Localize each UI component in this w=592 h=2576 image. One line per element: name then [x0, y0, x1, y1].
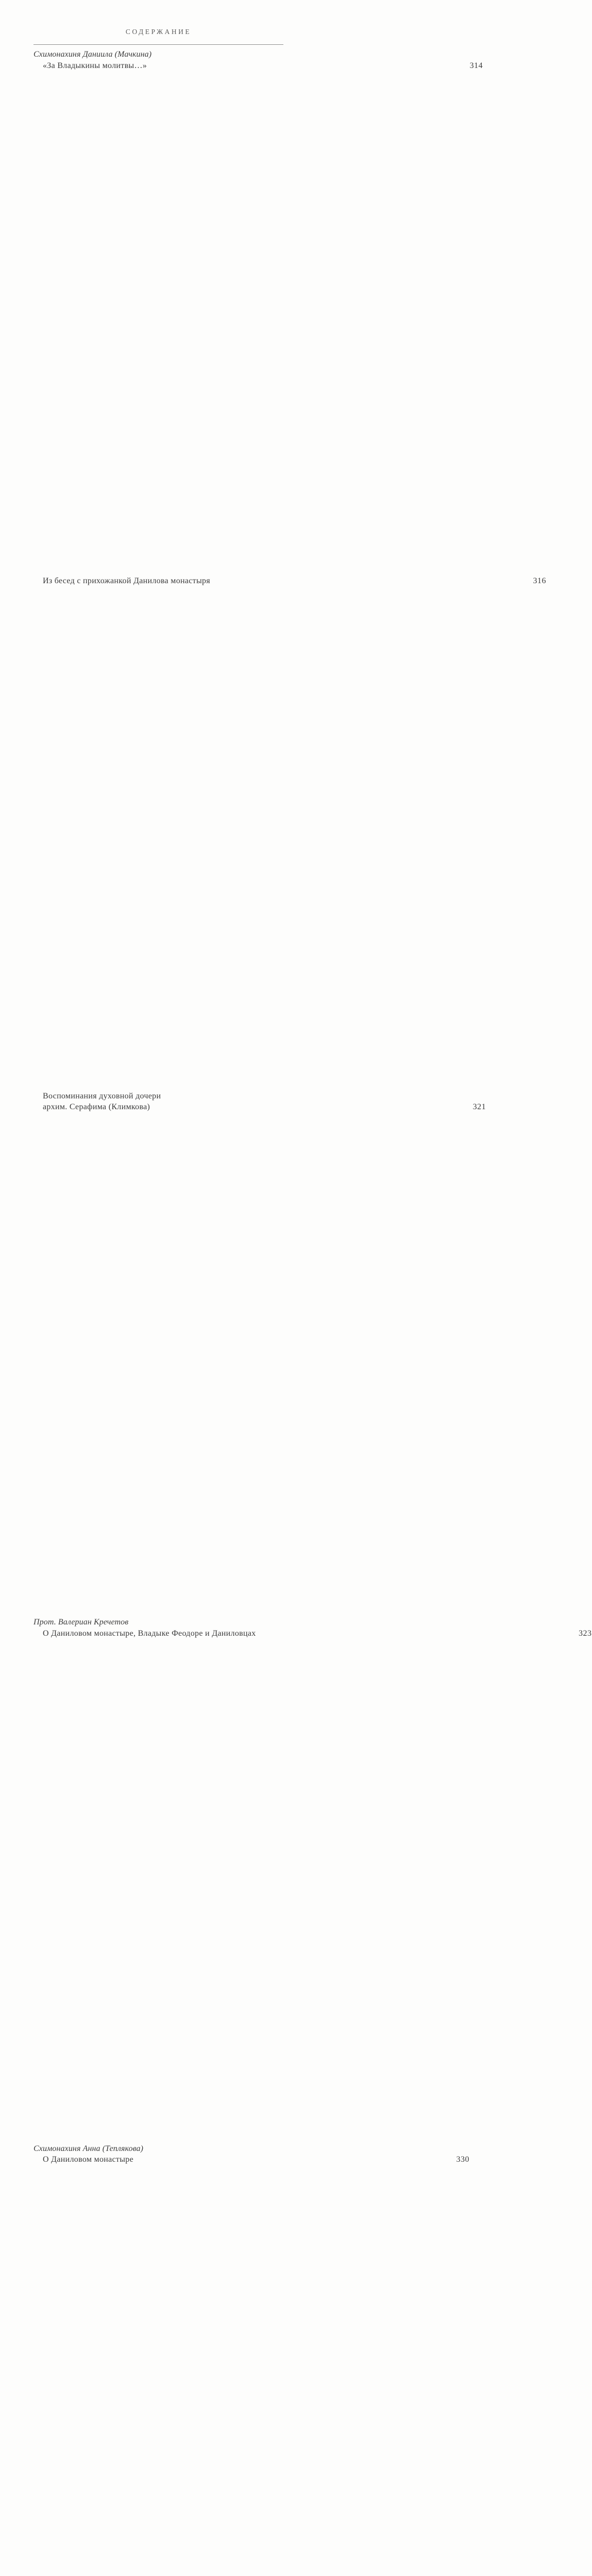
toc-entry-page: 330: [456, 2155, 469, 2164]
toc-author-row: [33, 1617, 283, 1628]
toc-entry-title: О Даниловом монастыре, Владыке Феодоре и Даниловцах: [43, 1629, 256, 1638]
toc-entry-row: [33, 575, 546, 1091]
toc-author-name: Прот. Валериан Кречетов: [33, 1618, 129, 1626]
toc-author-name: Схимонахиня Анна (Теплякова): [33, 2144, 144, 2153]
toc-entry-row: [33, 2154, 469, 2576]
toc-entry-title: «За Владыкины молитвы…»: [43, 61, 147, 70]
toc-entry-title: О Даниловом монастыре: [43, 2155, 133, 2164]
page-title: СОДЕРЖАНИЕ: [125, 28, 192, 36]
toc-entry-page: 316: [533, 576, 546, 585]
toc-entry-row: [33, 1101, 486, 1617]
header-divider: [33, 44, 283, 45]
toc-entry-page: 314: [469, 61, 483, 70]
toc-author-row: [33, 49, 283, 60]
toc-entry-row: [33, 1628, 592, 2143]
toc-entry-page: 323: [579, 1629, 592, 1638]
toc-author-name: Схимонахиня Даниила (Мачкина): [33, 50, 152, 59]
toc-entry-title: архим. Серафима (Климкова): [43, 1103, 150, 1111]
toc-content: [33, 0, 592, 2576]
toc-entry-row: [33, 60, 483, 575]
toc-entry-row: [33, 1091, 283, 1102]
toc-entry-title: Из бесед с прихожанкой Данилова монастыря: [43, 576, 210, 585]
toc-author-row: [33, 2143, 283, 2155]
toc-entry-page: 321: [472, 1103, 486, 1111]
toc-list: [33, 49, 592, 2576]
toc-entry-title: Воспоминания духовной дочери: [43, 1091, 161, 1100]
